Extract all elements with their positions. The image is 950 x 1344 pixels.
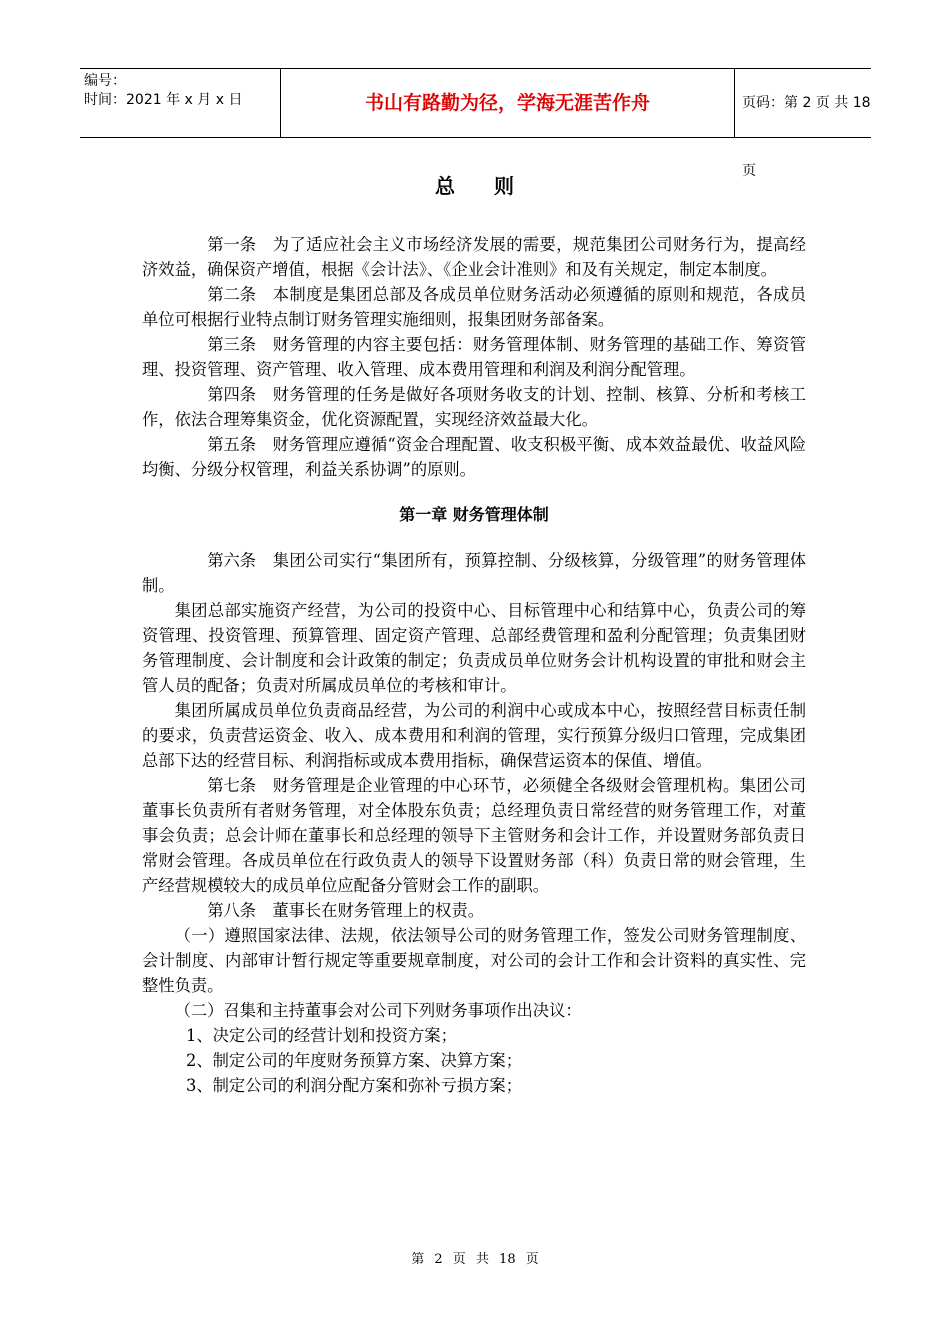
article-8-clause-1: （一）遵照国家法律、法规，依法领导公司的财务管理工作，签发公司财务管理制度、会计制度、内部审计暂行规定等重要规章制度，对公司的会计工作和会计资料的真实性、完整性负责。 [142,926,806,995]
list-item: 1、决定公司的经营计划和投资方案； [186,1026,457,1045]
article-number: 第七条 [207,776,257,795]
page-footer: 第 2 页 共 18 页 [411,1252,539,1267]
title-char-1: 总 [435,174,456,198]
article-number: 第八条 [207,901,257,920]
article-2 [142,282,806,332]
article-4 [142,382,806,432]
header-motto: 书山有路勤为径，学海无涯苦作舟 [281,69,735,137]
time-label: 时间：2021 年 x 月 x 日 [84,92,243,108]
list-item: 2、制定公司的年度财务预算方案、决算方案； [186,1051,522,1070]
article-5 [142,432,806,482]
article-number: 第五条 [207,435,257,454]
chapter-heading: 第一章 财务管理体制 [399,505,549,524]
article-text: 董事长在财务管理上的权责。 [272,901,485,920]
list-item: 3、制定公司的利润分配方案和弥补亏损方案； [186,1076,522,1095]
article-number: 第二条 [207,285,257,304]
header-page-info: 页码：第 2 页 共 18 页 [742,95,871,179]
document-body [142,232,806,1098]
paragraph-headquarters: 集团总部实施资产经营，为公司的投资中心、目标管理中心和结算中心，负责公司的筹资管理、投资管理、预算管理、固定资产管理、总部经费管理和盈利分配管理；负责集团财务管理制度、会计制度和会计政策的制定；负责成员单位财务会计机构设置的审批和财会主管人员的配备；负责对所属成员单位的考核和审计。 [142,601,806,695]
article-text: 财务管理应遵循“资金合理配置、收支积极平衡、成本效益最优、收益风险均衡、分级分权管理，利益关系协调”的原则。 [142,435,806,479]
article-6 [142,548,806,598]
number-label: 编号： [84,73,126,89]
article-1 [142,232,806,282]
article-text: 财务管理的内容主要包括：财务管理体制、财务管理的基础工作、筹资管理、投资管理、资产管理、收入管理、成本费用管理和利润及利润分配管理。 [142,335,806,379]
article-text: 为了适应社会主义市场经济发展的需要，规范集团公司财务行为，提高经济效益，确保资产增值，根据《会计法》、《企业会计准则》和及有关规定，制定本制度。 [142,235,806,279]
article-text: 财务管理的任务是做好各项财务收支的计划、控制、核算、分析和考核工作，依法合理筹集资金，优化资源配置，实现经济效益最大化。 [142,385,806,429]
article-number: 第六条 [207,551,257,570]
header-meta-cell [80,69,281,137]
article-8 [142,898,806,923]
article-number: 第四条 [207,385,257,404]
article-7 [142,773,806,898]
document-header [80,68,871,179]
article-number: 第三条 [207,335,257,354]
article-text: 本制度是集团总部及各成员单位财务活动必须遵循的原则和规范，各成员单位可根据行业特点制订财务管理实施细则，报集团财务部备案。 [142,285,806,329]
article-number: 第一条 [207,235,257,254]
paragraph-members: 集团所属成员单位负责商品经营，为公司的利润中心或成本中心，按照经营目标责任制的要求，负责营运资金、收入、成本费用和利润的管理，实行预算分级归口管理，完成集团总部下达的经营目标、利润指标或成本费用指标，确保营运资本的保值、增值。 [142,701,806,770]
article-3 [142,332,806,382]
article-text: 集团公司实行“集团所有，预算控制、分级核算，分级管理”的财务管理体制。 [142,551,806,595]
page-title [0,170,950,199]
article-text: 财务管理是企业管理的中心环节，必须健全各级财会管理机构。集团公司董事长负责所有者财务管理，对全体股东负责；总经理负责日常经营的财务管理工作，对董事会负责；总会计师在董事长和总经理的领导下主管财务和会计工作，并设置财务部负责日常财会管理。各成员单位在行政负责人的领导下设置财务部（科）负责日常的财会管理，生产经营规模较大的成员单位应配备分管财会工作的副职。 [142,776,806,895]
title-char-2: 则 [494,174,515,198]
article-8-clause-2: （二）召集和主持董事会对公司下列财务事项作出决议： [174,1001,582,1020]
